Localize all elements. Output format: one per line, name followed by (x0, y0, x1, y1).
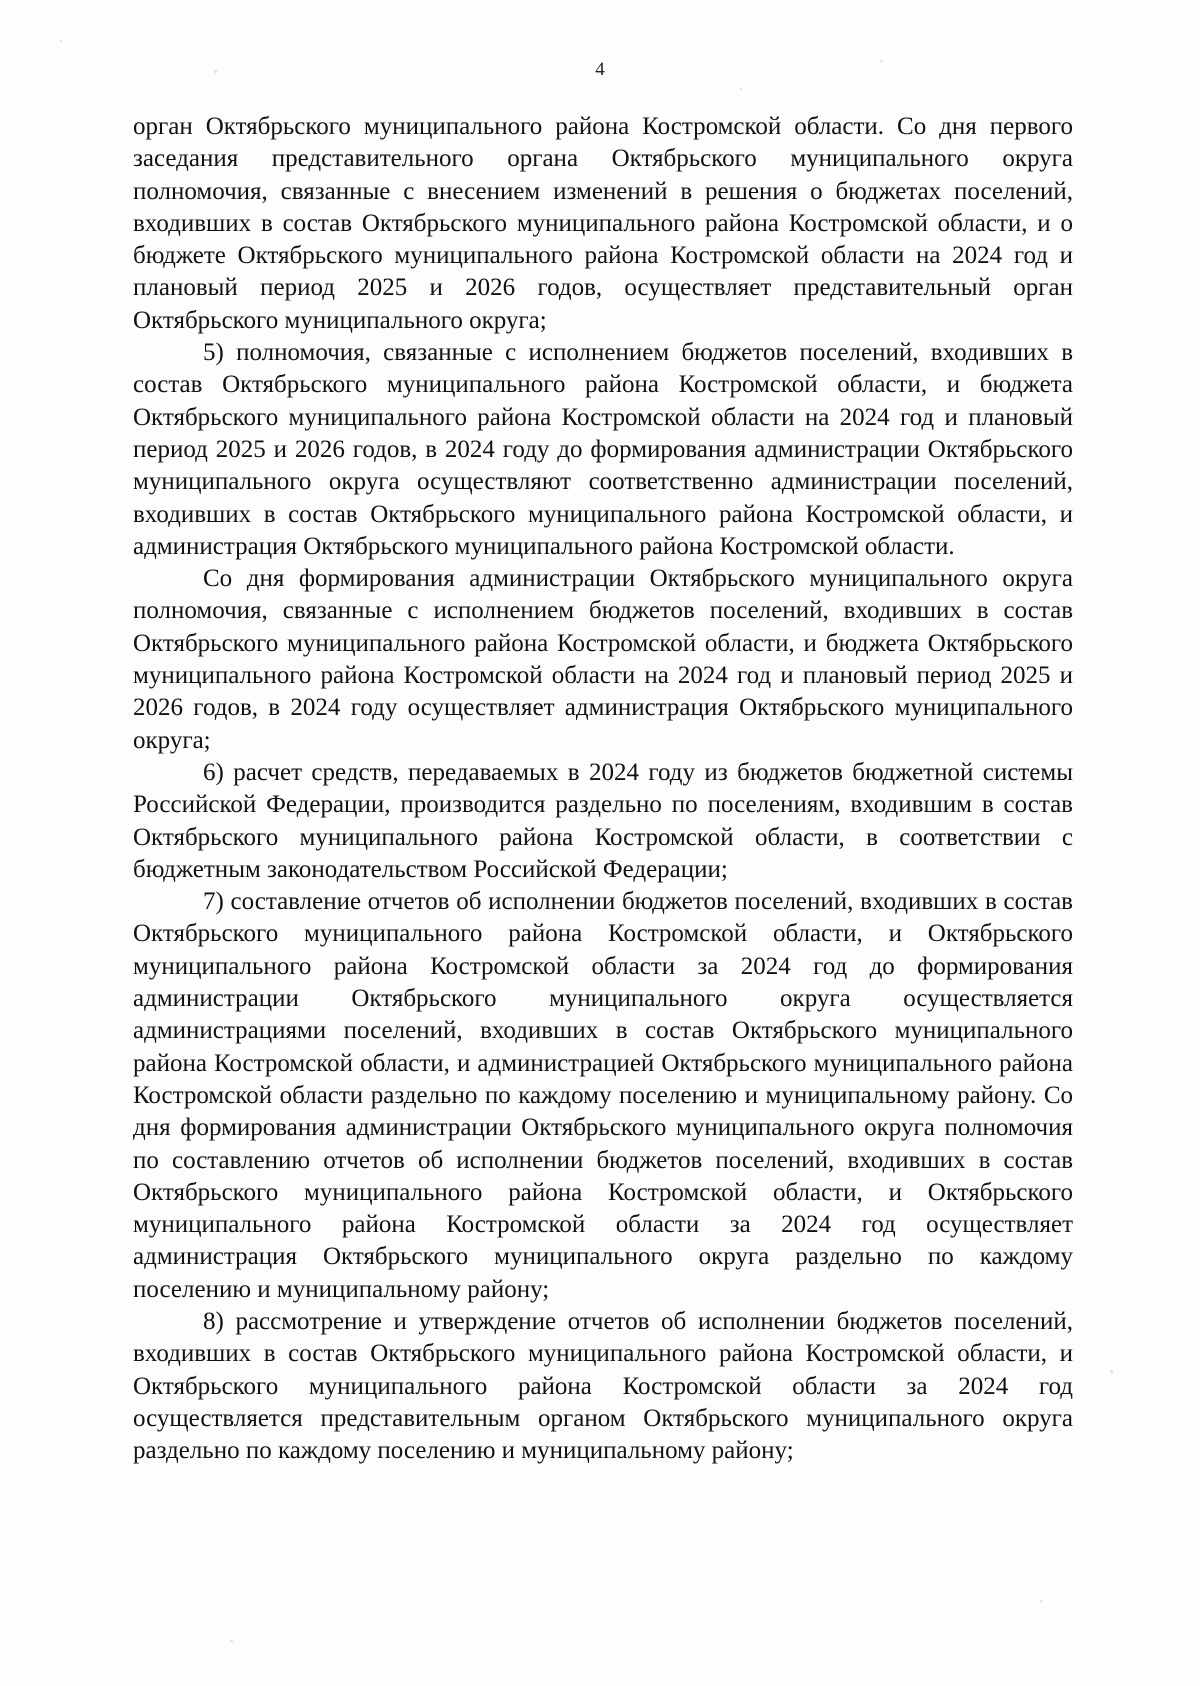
paragraph-text: 5) полномочия, связанные с исполнением бюджетов поселений, входивших в состав Октябрьского муниципального района Костромской области, и бюджета Октябрьского муниципального района Костромской области на 2024 год и плановый период 2025 и 2026 годов, в 2024 году до формирования администрации Октябрьского муниципального округа осуществляют соответственно администрации поселений, входивших в состав Октябрьского муниципального района Костромской области, и администрация Октябрьского муниципального района Костромской области. (133, 339, 1073, 560)
paragraph-continuation (133, 111, 1073, 337)
paragraph-item-5 (133, 337, 1073, 563)
paragraph-item-6 (133, 757, 1073, 886)
paragraph-text: 8) рассмотрение и утверждение отчетов об исполнении бюджетов поселений, входивших в состав Октябрьского муниципального района Костромской области, и Октябрьского муниципального района Костромской области за 2024 год осуществляется представительным органом Октябрьского муниципального округа раздельно по каждому поселению и муниципальному району; (133, 1307, 1073, 1465)
scan-speckle (230, 1640, 233, 1642)
scan-speckle (880, 60, 883, 62)
scan-speckle (1040, 1600, 1042, 1603)
scan-speckle (214, 70, 217, 73)
paragraph-item-8 (133, 1306, 1073, 1467)
paragraph-item-7 (133, 886, 1073, 1306)
paragraph-text: 6) расчет средств, передаваемых в 2024 году из бюджетов бюджетной системы Российской Федерации, производится раздельно по поселениям, входившим в состав Октябрьского муниципального района Костромской области, в соответствии с бюджетным законодательством Российской Федерации; (133, 758, 1073, 883)
scan-speckle (1110, 1370, 1113, 1373)
document-body (133, 111, 1073, 1467)
paragraph-text: Со дня формирования администрации Октябрьского муниципального округа полномочия, связанные с исполнением бюджетов поселений, входивших в состав Октябрьского муниципального района Костромской области, и бюджета Октябрьского муниципального района Костромской области на 2024 год и плановый период 2025 и 2026 годов, в 2024 году осуществляет администрация Октябрьского муниципального округа; (133, 565, 1073, 754)
paragraph-text: орган Октябрьского муниципального района Костромской области. Со дня первого заседания представительного органа Октябрьского муниципального округа полномочия, связанные с внесением изменений в решения о бюджетах поселений, входивших в состав Октябрьского муниципального района Костромской области, и о бюджете Октябрьского муниципального района Костромской области на 2024 год и плановый период 2025 и 2026 годов, осуществляет представительный орган Октябрьского муниципального округа; (133, 113, 1073, 334)
scan-speckle (740, 88, 742, 90)
page-number: 4 (595, 59, 605, 80)
scan-speckle (60, 40, 62, 42)
paragraph-text: 7) составление отчетов об исполнении бюджетов поселений, входивших в состав Октябрьского муниципального района Костромской области, и Октябрьского муниципального района Костромской области за 2024 год до формирования администрации Октябрьского муниципального округа осуществляется администрациями поселений, входивших в состав Октябрьского муниципального района Костромской области, и администрацией Октябрьского муниципального района Костромской области раздельно по каждому поселению и муниципальному району. Со дня формирования администрации Октябрьского муниципального округа полномочия по составлению отчетов об исполнении бюджетов поселений, входивших в состав Октябрьского муниципального района Костромской области, и Октябрьского муниципального района Костромской области за 2024 год осуществляет администрация Октябрьского муниципального округа раздельно по каждому поселению и муниципальному району; (133, 888, 1073, 1303)
paragraph-item-5-continuation (133, 563, 1073, 757)
